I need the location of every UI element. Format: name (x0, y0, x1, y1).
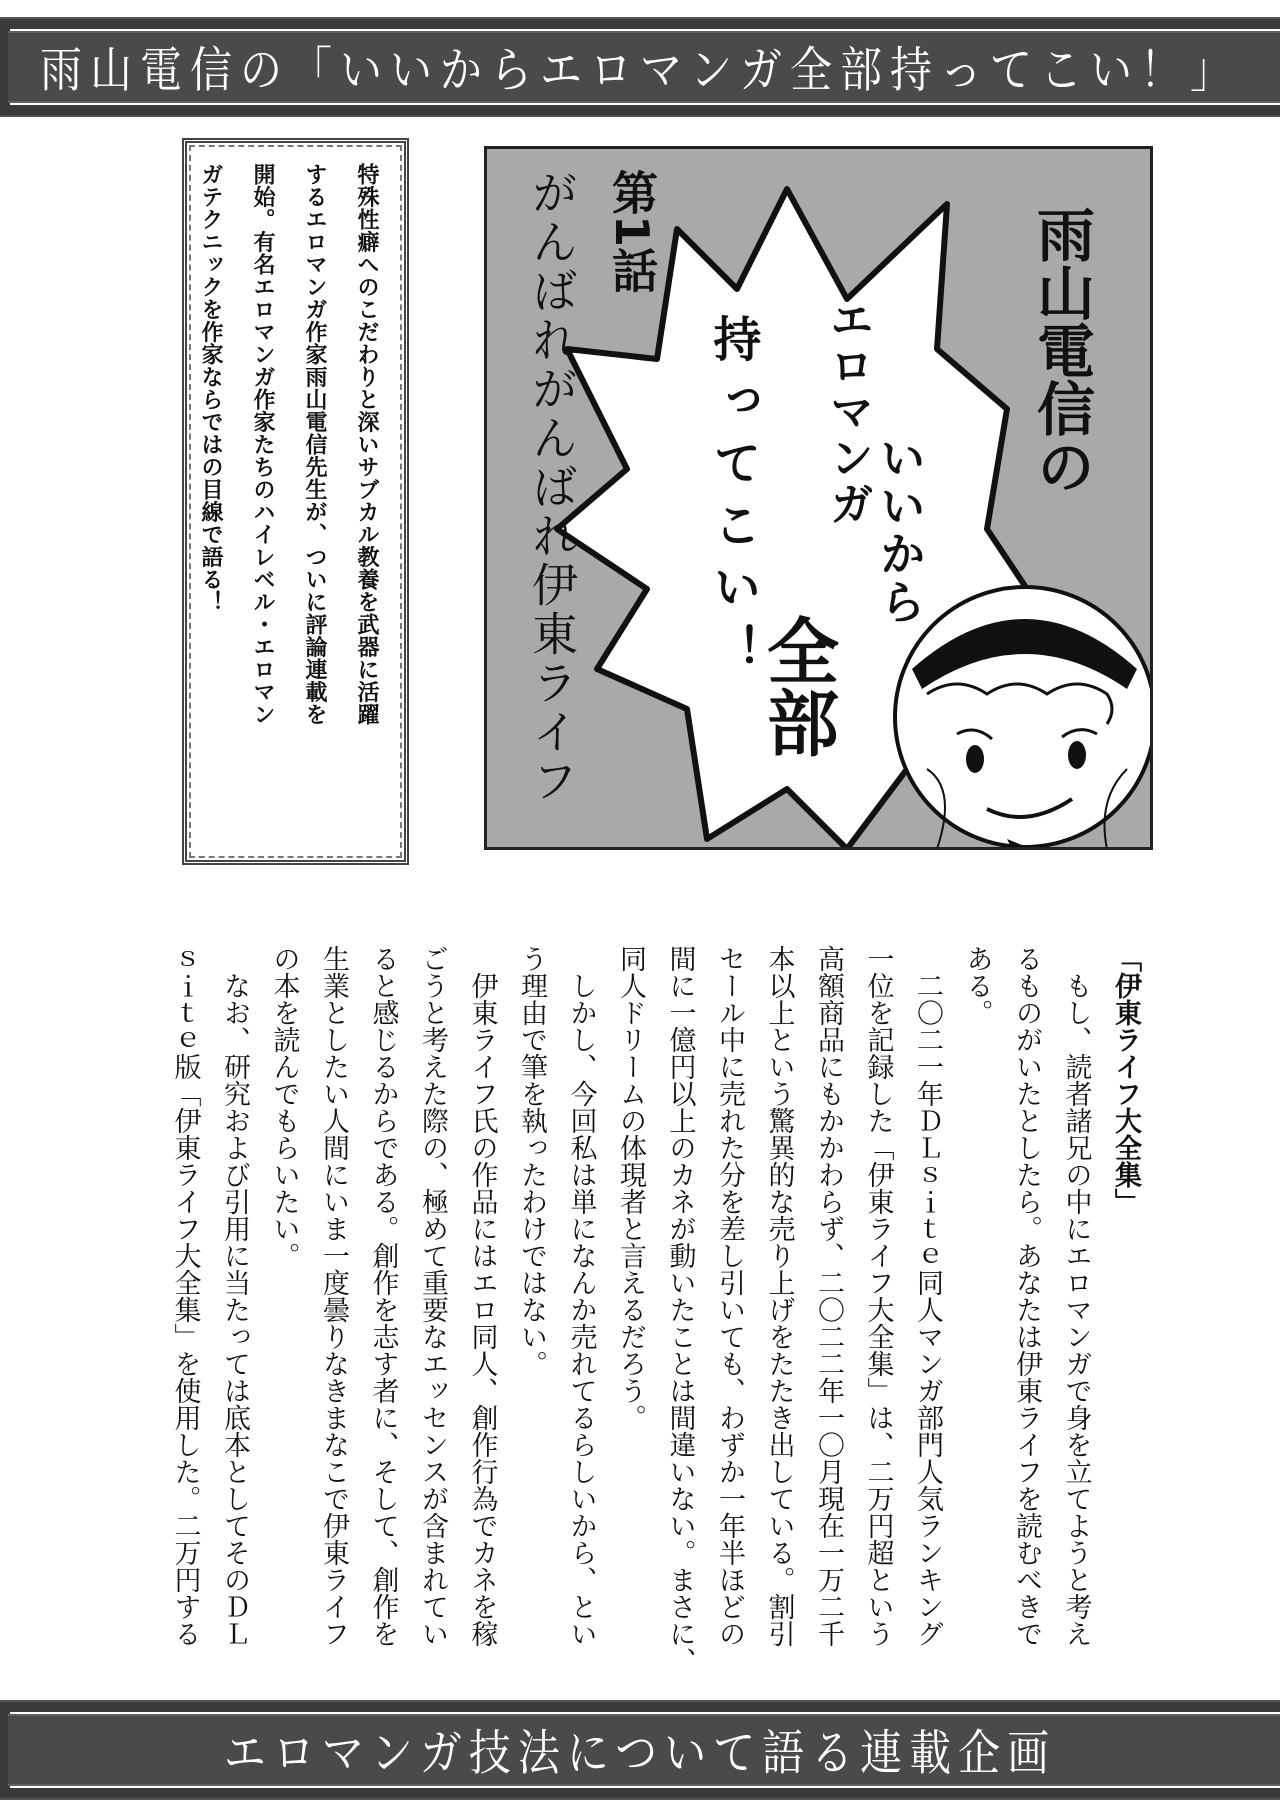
character-portrait (895, 587, 1153, 849)
author-title: 雨山電信の (1027, 205, 1095, 495)
episode-number: 第1話 (605, 169, 659, 294)
article-column: 高額商品にもかかわらず、二〇二二年一〇月現在一万二千 (813, 945, 844, 1647)
article-column: しかし、今回私は単になんか売れてるらしいから、とい (565, 945, 597, 1647)
bubble-line-2: エロマンガ (822, 297, 873, 527)
intro-line: ガテクニックを作家ならではの目線で語る！ (198, 163, 223, 613)
article-column: 間に一億円以上のカネが動いたことは間違いない。まさに、 (664, 945, 696, 1674)
article-column: う理由で筆を執ったわけではない。 (516, 945, 547, 1377)
article-column: ると感じるからである。創作を志す者に、そして、創作を (367, 945, 399, 1647)
intro-line: 開始。有名エロマンガ作家たちのハイレベル・エロマン (250, 163, 275, 726)
article-column: ある。 (961, 945, 993, 1026)
intro-line: するエロマンガ作家雨山電信先生が、ついに評論連載を (302, 163, 327, 726)
article-column: なお、研究および引用に当たっては底本としてそのＤＬ (219, 945, 250, 1647)
article-column: もし、読者諸兄の中にエロマンガで身を立てようと考え (1060, 945, 1092, 1647)
footer-banner (0, 1700, 1280, 1800)
bubble-line-3: 持ってこい！ (705, 314, 761, 686)
article-column: の本を読んでもらいたい。 (268, 945, 300, 1269)
episode-subtitle: がんばれがんばれ伊東ライフ (525, 169, 579, 806)
article-column: るものがいたとしたら。あなたは伊東ライフを読むべきで (1011, 945, 1042, 1647)
article-column: 伊東ライフ氏の作品にはエロ同人、創作行為でカネを稼 (466, 945, 498, 1647)
article-body (160, 945, 1150, 1674)
bubble-emphasis: 全部 (755, 614, 839, 758)
article-column: ごうと考えた際の、極めて重要なエッセンスが含まれてい (417, 945, 448, 1647)
header-title: 雨山電信の「いいからエロマンガ全部持ってこい！」 (39, 41, 1240, 99)
footer-title: エロマンガ技法について語る連載企画 (223, 1724, 1057, 1782)
article-column: セール中に売れた分を差し引いても、わずか一年半ほどの (714, 945, 745, 1647)
article-column: 本以上という驚異的な売り上げをたたき出している。割引 (763, 945, 795, 1647)
article-column: 同人ドリームの体現者と言えるだろう。 (615, 945, 646, 1431)
intro-box (182, 138, 409, 865)
article-column: 生業としたい人間にいま一度曇りなきまなこで伊東ライフ (318, 945, 349, 1647)
article-column: 二〇二一年ＤＬｓｉｔｅ同人マンガ部門人気ランキング (912, 945, 943, 1647)
article-heading: 「伊東ライフ大全集」 (1110, 945, 1141, 1215)
intro-line: 特殊性癖へのこだわりと深いサブカル教養を武器に活躍 (354, 163, 379, 726)
article-column: 一位を記録した「伊東ライフ大全集」は、二万円超という (862, 945, 894, 1647)
bubble-line-1: いいから (873, 434, 927, 626)
article-column: ｓｉｔｅ版「伊東ライフ大全集」を使用した。二万円する (169, 945, 201, 1647)
header-banner (0, 17, 1280, 117)
title-panel (484, 146, 1153, 850)
